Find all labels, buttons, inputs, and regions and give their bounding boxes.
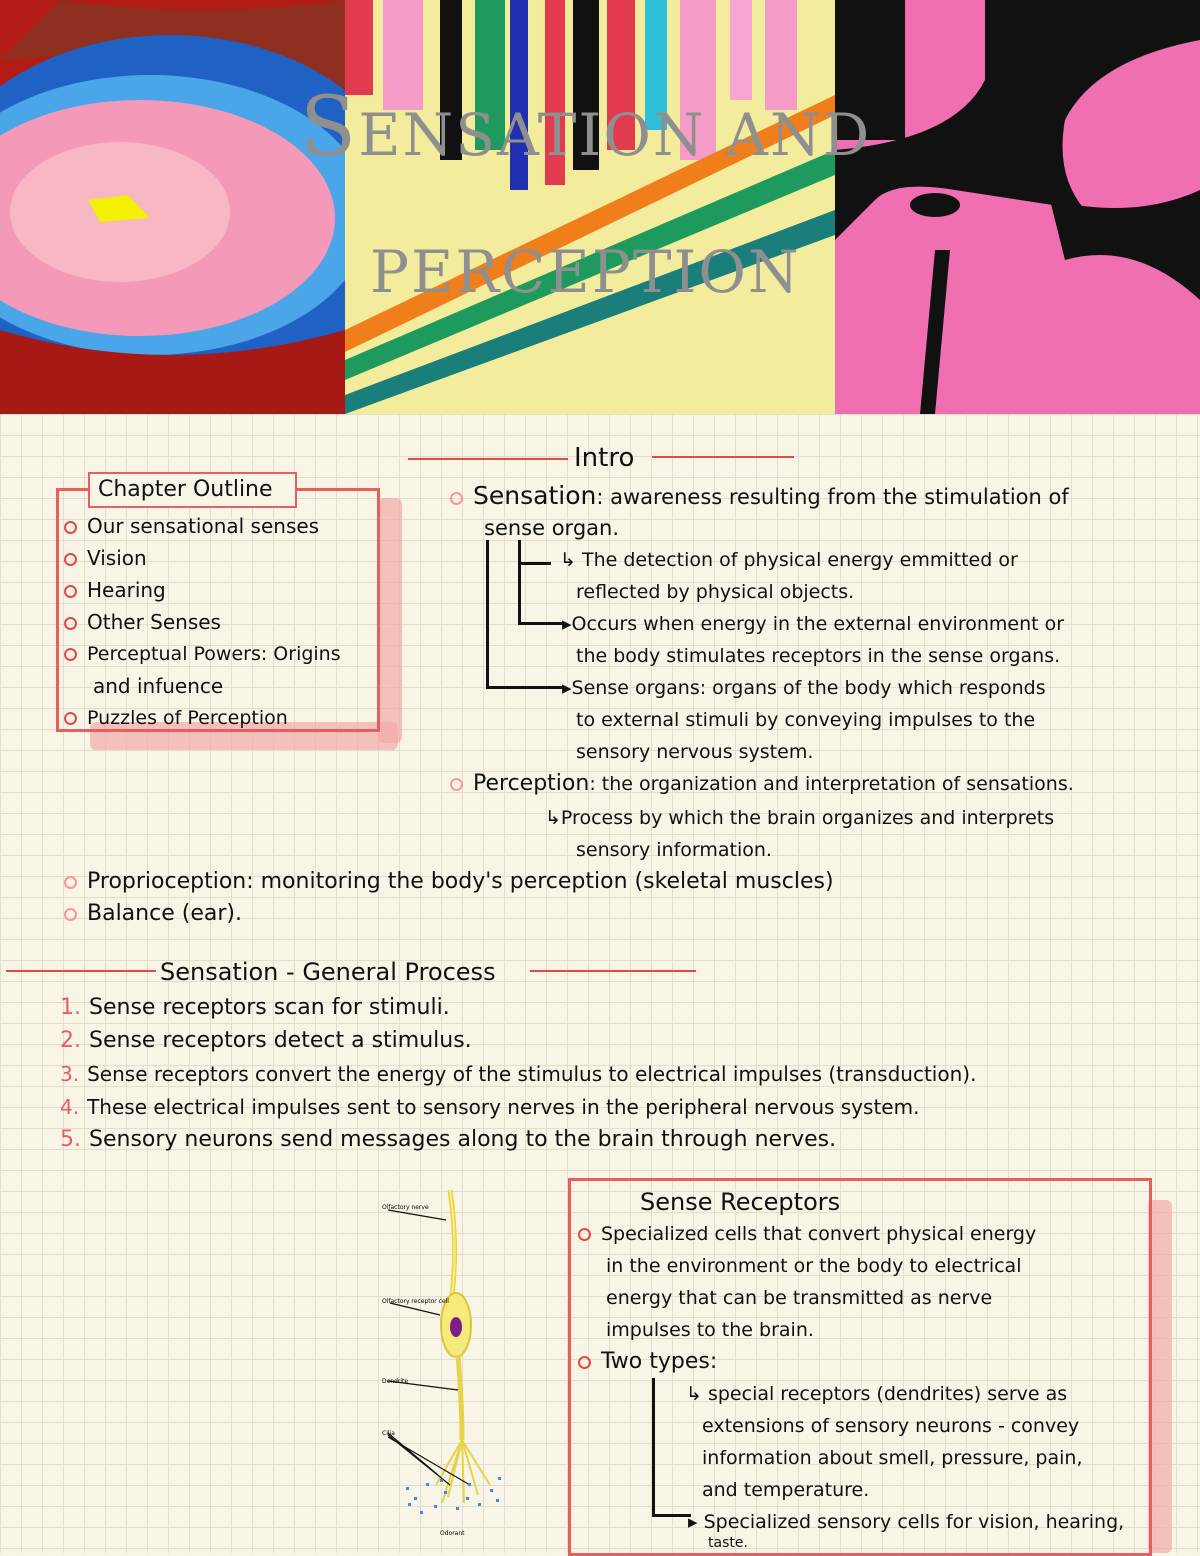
arrow-line xyxy=(486,540,563,689)
perception-sub-cont: sensory information. xyxy=(576,839,772,861)
receptor-type-1-cont: information about smell, pressure, pain, xyxy=(702,1447,1083,1469)
sensation-definition-cont: sense organ. xyxy=(484,516,620,540)
diagram-label: Dendrite xyxy=(382,1378,409,1385)
receptor-type-2-cont: taste. xyxy=(708,1535,748,1551)
diagram-label: Cilia xyxy=(382,1430,395,1437)
sensation-sub-1: ↳ The detection of physical energy emmitted or xyxy=(560,549,1018,571)
arrow-icon: ▸ xyxy=(562,677,572,699)
outline-item: Our sensational senses xyxy=(64,510,319,542)
outline-item: Puzzles of Perception xyxy=(64,702,288,734)
abstract-art-center xyxy=(345,0,835,414)
abstract-art-left xyxy=(0,0,345,414)
outline-item: Vision xyxy=(64,542,147,574)
olfactory-neuron-diagram xyxy=(378,1185,518,1545)
process-step: 1. Sense receptors scan for stimuli. xyxy=(60,995,450,1020)
balance-item: Balance (ear). xyxy=(64,898,242,930)
receptors-bullet-2: Two types: xyxy=(578,1346,717,1378)
outline-item: Other Senses xyxy=(64,606,221,638)
sensation-sub-2-cont: the body stimulates receptors in the sense organs. xyxy=(576,645,1061,667)
process-rule-right xyxy=(530,970,696,972)
bullet-icon xyxy=(64,585,77,598)
bullet-icon xyxy=(64,876,77,889)
process-step: 2. Sense receptors detect a stimulus. xyxy=(60,1028,472,1053)
intro-rule-left xyxy=(408,458,568,460)
cover-banner: SENSATION AND PERCEPTION xyxy=(0,0,1200,414)
bullet-icon xyxy=(64,648,77,661)
process-rule-left xyxy=(6,970,156,972)
process-step: 3. Sense receptors convert the energy of the stimulus to electrical impulses (transduction). xyxy=(60,1062,977,1086)
receptor-type-2: ▸ Specialized sensory cells for vision, hearing, xyxy=(688,1511,1125,1533)
receptors-bullet-1: Specialized cells that convert physical energy xyxy=(578,1218,1036,1250)
intro-heading: Intro xyxy=(574,443,635,473)
outline-highlight-side xyxy=(378,498,402,743)
diagram-label: Olfactory receptor cell xyxy=(382,1298,449,1305)
receptors-bullet-1-cont: in the environment or the body to electrical xyxy=(606,1255,1022,1277)
bullet-icon xyxy=(64,908,77,921)
process-step: 4. These electrical impulses sent to sensory nerves in the peripheral nervous system. xyxy=(60,1095,920,1119)
bullet-icon xyxy=(64,712,77,725)
arrow-icon: ↳ xyxy=(686,1383,708,1405)
outline-item-cont: and infuence xyxy=(93,674,224,698)
diagram-label: Olfactory nerve xyxy=(382,1204,429,1211)
arrow-icon: ▸ xyxy=(688,1511,704,1533)
sensation-sub-3-cont: to external stimuli by conveying impulses to the xyxy=(576,709,1036,731)
sensation-sub-2: ▸Occurs when energy in the external environment or xyxy=(562,613,1065,635)
sensation-definition: Sensation: awareness resulting from the stimulation of xyxy=(450,480,1069,513)
outline-heading: Chapter Outline xyxy=(98,477,273,502)
bullet-icon xyxy=(578,1228,591,1241)
sensation-sub-1-cont: reflected by physical objects. xyxy=(576,581,855,603)
receptors-bullet-1-cont: energy that can be transmitted as nerve xyxy=(606,1287,993,1309)
process-step: 5. Sensory neurons send messages along to the brain through nerves. xyxy=(60,1127,837,1152)
outline-item: Hearing xyxy=(64,574,166,606)
arrow-icon: ▸ xyxy=(562,613,572,635)
perception-definition: Perception: the organization and interpretation of sensations. xyxy=(450,768,1074,800)
outline-item: Perceptual Powers: Origins xyxy=(64,638,341,670)
arrow-icon: ↳ xyxy=(545,807,561,829)
receptors-heading: Sense Receptors xyxy=(640,1188,841,1216)
bullet-icon xyxy=(64,553,77,566)
bullet-icon xyxy=(450,778,463,791)
abstract-art-right xyxy=(835,0,1200,414)
perception-sub: ↳Process by which the brain organizes and interprets xyxy=(545,807,1055,829)
bullet-icon xyxy=(64,521,77,534)
sensation-sub-3: ▸Sense organs: organs of the body which responds xyxy=(562,677,1046,699)
receptor-type-1-cont: extensions of sensory neurons - convey xyxy=(702,1415,1080,1437)
intro-rule-right xyxy=(652,456,794,458)
bullet-icon xyxy=(64,617,77,630)
arrow-icon: ↳ xyxy=(560,549,582,571)
receptor-type-1: ↳ special receptors (dendrites) serve as xyxy=(686,1383,1068,1405)
bullet-icon xyxy=(578,1356,591,1369)
receptor-type-1-cont: and temperature. xyxy=(702,1479,870,1501)
bullet-icon xyxy=(450,492,463,505)
proprioception-item: Proprioception: monitoring the body's perception (skeletal muscles) xyxy=(64,866,834,898)
process-heading: Sensation - General Process xyxy=(160,958,496,986)
sensation-sub-3-cont: sensory nervous system. xyxy=(576,741,814,763)
diagram-label: Odorant xyxy=(440,1530,465,1537)
receptors-bullet-1-cont: impulses to the brain. xyxy=(606,1319,814,1341)
